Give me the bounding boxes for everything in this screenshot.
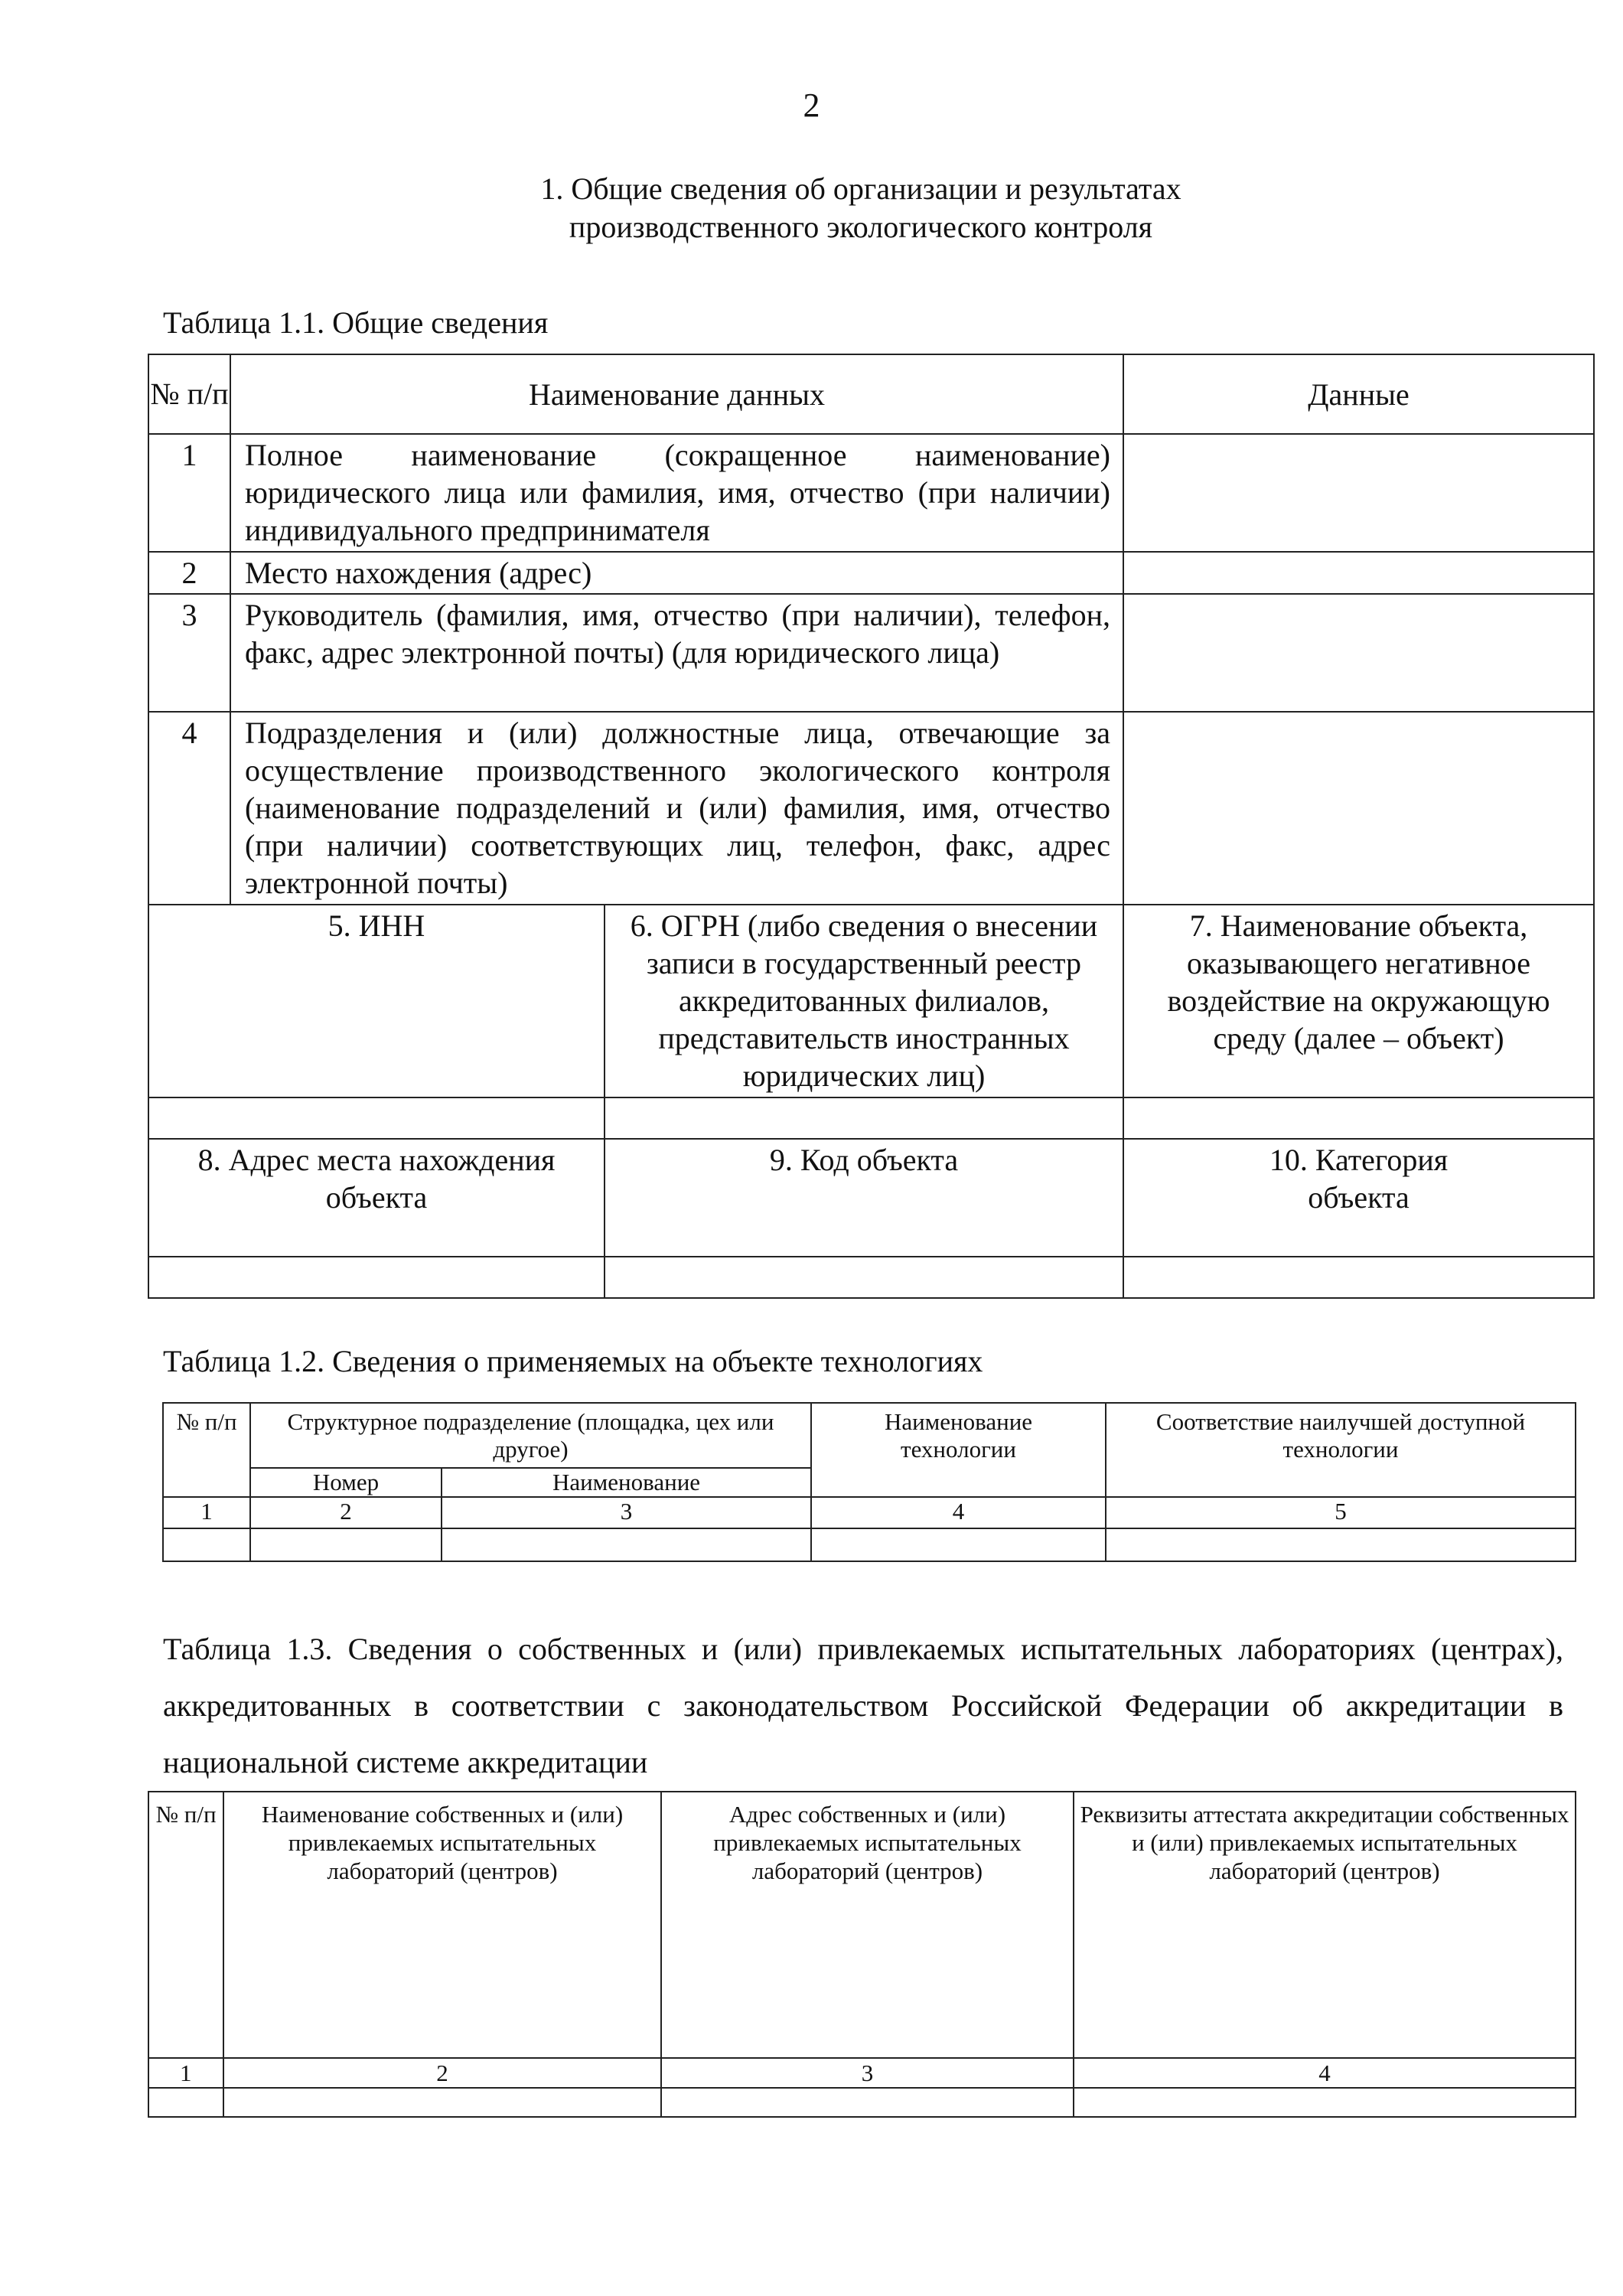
table-row — [163, 1528, 1576, 1561]
empty-cell[interactable] — [223, 2088, 661, 2117]
index-cell: 2 — [223, 2058, 661, 2088]
object-category-label: 10. Категория объекта — [1123, 1139, 1594, 1257]
ogrn-label: 6. ОГРН (либо сведения о внесении записи в государственный реестр аккредитованных филиалов, представительств иностранных юридических лиц) — [605, 905, 1123, 1097]
header-num: № п/п — [163, 1403, 250, 1497]
object-category-value-cell[interactable] — [1123, 1257, 1594, 1298]
address-label: 8. Адрес места нахождения объекта — [148, 1139, 605, 1257]
table3-caption: Таблица 1.3. Сведения о собственных и (или) привлекаемых испытательных лабораториях (центрах), аккредитованных в соответствии с законодательством Российской Федерации об аккредитации в национальной системе аккредитации — [163, 1632, 1563, 1779]
table-technologies — [162, 1402, 1576, 1562]
table-row — [148, 1097, 1594, 1139]
table-row — [148, 905, 1594, 1097]
header-division-name: Наименование — [442, 1468, 811, 1497]
empty-cell[interactable] — [661, 2088, 1074, 2117]
header-division-number: Номер — [250, 1468, 442, 1497]
data-cell[interactable] — [1123, 434, 1594, 552]
row-label: Полное наименование (сокращенное наименование) юридического лица или фамилия, имя, отчество (при наличии) индивидуального предпринимателя — [230, 434, 1123, 552]
row-label: Место нахождения (адрес) — [230, 552, 1123, 594]
header-num: № п/п — [148, 1792, 223, 2058]
inn-label: 5. ИНН — [148, 905, 605, 1097]
table-row — [148, 712, 1594, 905]
header-accreditation: Реквизиты аттестата аккредитации собственных и (или) привлекаемых испытательных лабораторий (центров) — [1074, 1792, 1576, 2058]
index-cell: 2 — [250, 1497, 442, 1528]
table-row — [148, 1257, 1594, 1298]
row-number: 3 — [148, 594, 230, 712]
header-data-name: Наименование данных — [230, 354, 1123, 434]
heading-line-1: 1. Общие сведения об организации и результатах — [540, 171, 1181, 206]
header-lab-address: Адрес собственных и (или) привлекаемых испытательных лабораторий (центров) — [661, 1792, 1074, 2058]
empty-cell[interactable] — [148, 2088, 223, 2117]
index-cell: 5 — [1106, 1497, 1576, 1528]
row-label: Руководитель (фамилия, имя, отчество (при наличии), телефон, факс, адрес электронной почты) (для юридического лица) — [230, 594, 1123, 712]
row-number: 2 — [148, 552, 230, 594]
empty-cell[interactable] — [163, 1528, 250, 1561]
page-number: 2 — [803, 86, 820, 124]
header-technology: Наименование технологии — [811, 1403, 1106, 1497]
index-cell: 1 — [148, 2058, 223, 2088]
table-row — [148, 2088, 1576, 2117]
index-cell: 1 — [163, 1497, 250, 1528]
row-label: Подразделения и (или) должностные лица, отвечающие за осуществление производственного экологического контроля (наименование подразделений и (или) фамилия, имя, отчество (при наличии) соответствующих лиц, телефон, факс, адрес электронной почты) — [230, 712, 1123, 905]
table-row — [148, 594, 1594, 712]
empty-cell[interactable] — [1106, 1528, 1576, 1561]
index-cell: 4 — [811, 1497, 1106, 1528]
ogrn-value-cell[interactable] — [605, 1097, 1123, 1139]
table-row — [148, 434, 1594, 552]
inn-value-cell[interactable] — [148, 1097, 605, 1139]
heading-line-2: производственного экологического контроля — [569, 210, 1153, 244]
header-bat: Соответствие наилучшей доступной технологии — [1106, 1403, 1576, 1497]
data-cell[interactable] — [1123, 594, 1594, 712]
table1-caption: Таблица 1.1. Общие сведения — [163, 305, 549, 340]
index-cell: 3 — [442, 1497, 811, 1528]
data-cell[interactable] — [1123, 552, 1594, 594]
table-general-info — [148, 354, 1595, 1299]
section-heading — [0, 170, 1623, 246]
index-row — [148, 2058, 1576, 2088]
index-row — [163, 1497, 1576, 1528]
row-number: 4 — [148, 712, 230, 905]
header-lab-name: Наименование собственных и (или) привлекаемых испытательных лабораторий (центров) — [223, 1792, 661, 2058]
table2-caption: Таблица 1.2. Сведения о применяемых на объекте технологиях — [163, 1344, 983, 1378]
empty-cell[interactable] — [1074, 2088, 1576, 2117]
object-code-label: 9. Код объекта — [605, 1139, 1123, 1257]
object-code-value-cell[interactable] — [605, 1257, 1123, 1298]
object-name-label: 7. Наименование объекта, оказывающего негативное воздействие на окружающую среду (далее – объект) — [1123, 905, 1594, 1097]
data-cell[interactable] — [1123, 712, 1594, 905]
table-row — [148, 1139, 1594, 1257]
table-laboratories — [148, 1791, 1576, 2118]
empty-cell[interactable] — [442, 1528, 811, 1561]
index-cell: 3 — [661, 2058, 1074, 2088]
header-division: Структурное подразделение (площадка, цех или другое) — [250, 1403, 811, 1468]
header-data: Данные — [1123, 354, 1594, 434]
index-cell: 4 — [1074, 2058, 1576, 2088]
object-name-value-cell[interactable] — [1123, 1097, 1594, 1139]
table-row — [148, 552, 1594, 594]
row-number: 1 — [148, 434, 230, 552]
empty-cell[interactable] — [811, 1528, 1106, 1561]
empty-cell[interactable] — [250, 1528, 442, 1561]
header-num: № п/п — [148, 354, 230, 434]
address-value-cell[interactable] — [148, 1257, 605, 1298]
